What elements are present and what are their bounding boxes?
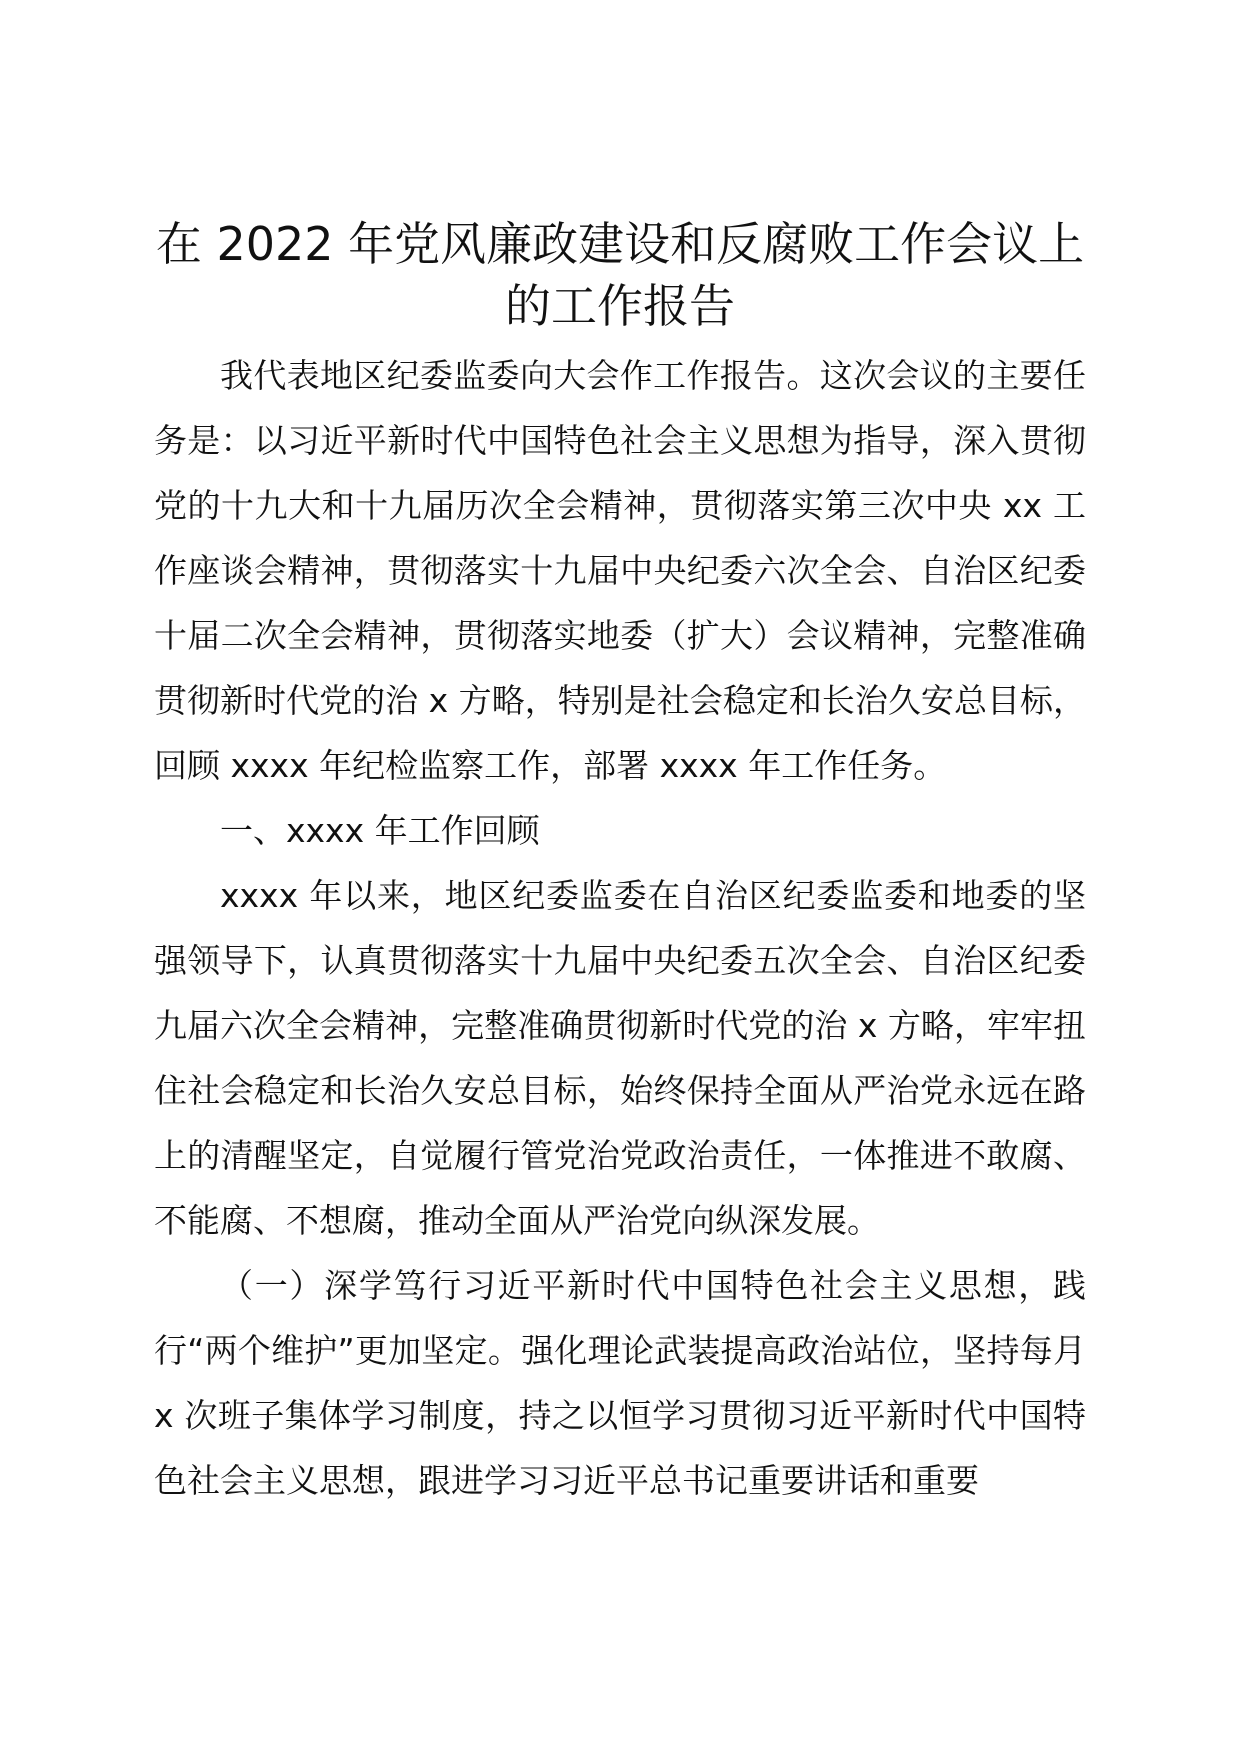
section-heading-1: 一、xxxx 年工作回顾 xyxy=(220,811,540,850)
title-line-1: 在 2022 年党风廉政建设和反腐败工作会议上 xyxy=(155,217,1085,271)
document-body xyxy=(154,343,1086,1513)
title-line-2: 的工作报告 xyxy=(505,279,735,333)
review-paragraph: xxxx 年以来，地区纪委监委在自治区纪委监委和地委的坚强领导下，认真贯彻落实十九届中央纪委五次全会、自治区纪委九届六次全会精神，完整准确贯彻新时代党的治 x 方略，牢牢扭住社会稳定和长治久安总目标，始终保持全面从严治党永远在路上的清醒坚定，自觉履行管党治党政治责任，一体推进不敢腐、不能腐、不想腐，推动全面从严治党向纵深发展。 xyxy=(154,876,1086,1240)
intro-paragraph: 我代表地区纪委监委向大会作工作报告。这次会议的主要任务是：以习近平新时代中国特色社会主义思想为指导，深入贯彻党的十九大和十九届历次全会精神，贯彻落实第三次中央 xx 工作座谈会精神，贯彻落实十九届中央纪委六次全会、自治区纪委十届二次全会精神，贯彻落实地委（扩大）会议精神，完整准确贯彻新时代党的治 x 方略，特别是社会稳定和长治久安总目标，回顾 xxxx 年纪检监察工作，部署 xxxx 年工作任务。 xyxy=(154,356,1086,785)
document-title xyxy=(150,213,1090,337)
subsection-paragraph-1: （一）深学笃行习近平新时代中国特色社会主义思想，践行“两个维护”更加坚定。强化理论武装提高政治站位，坚持每月 x 次班子集体学习制度，持之以恒学习贯彻习近平新时代中国特色社会主义思想，跟进学习习近平总书记重要讲话和重要 xyxy=(154,1266,1086,1500)
